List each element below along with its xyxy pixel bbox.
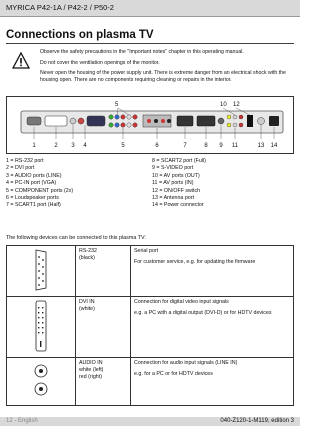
panel-label-6: 6 [155,143,159,149]
warning-icon [12,52,30,70]
document-code: 040-Z120-1-M119, edition 3 [220,418,294,424]
connections-table [6,245,294,406]
port-desc-cell [131,358,294,406]
legend-item: 11 = AV ports (IN) [152,180,194,187]
panel-label-1: 1 [32,143,36,149]
port-color: (black) [79,255,95,262]
svideo-connector [218,118,224,124]
header-title: MYRICA P42-1A / P42-2 / P50-2 [6,3,114,12]
legend-item: 8 = SCART2 port (Full) [152,158,206,164]
rs232-connector [27,117,41,125]
legend-item: 12 = ON/OFF switch [152,187,201,194]
port-name-cell [76,246,131,297]
table-row [7,358,294,406]
panel-label-9: 9 [219,143,223,149]
section-title: Connections on plasma TV [6,29,154,41]
dvi-connector [45,116,67,126]
vga-connector [87,116,105,126]
rs232-port-icon [34,248,48,292]
port-name: RS-232 [79,248,97,254]
audio-jack-icon [32,360,50,400]
power-connector [269,116,279,126]
port-desc: Connection for audio input signals (LINE IN) [134,360,238,366]
panel-label-5: 5 [121,143,125,149]
note-3: Never open the housing of the power supply unit. There is extreme danger from an electrical shock with the housing open. There are no components requiring cleaning or repairs in the interior. [40,70,286,83]
panel-label-4: 4 [83,143,87,149]
devices-intro: The following devices can be connected to this plasma TV: [6,235,146,241]
legend-item: 13 = Antenna port [152,195,194,202]
note-2: Do not cover the ventilation openings of the monitor. [40,59,160,66]
panel-label-7: 7 [183,143,187,149]
panel-label-2: 2 [54,143,58,149]
panel-label-top-10: 10 [220,102,227,108]
icon-cell [7,297,76,358]
panel-label-3: 3 [71,143,75,149]
panel-label-11: 11 [231,143,239,149]
note-1: Observe the safety precautions in the "Important notes" chapter in this operating manual. [40,49,244,55]
port-desc-cell [131,297,294,358]
icon-cell [7,358,76,406]
port-name-cell [76,297,131,358]
panel-label-top-5: 5 [115,102,119,108]
legend-item: 9 = S-VIDEO port [152,165,194,172]
panel-label-14: 14 [270,143,278,149]
port-desc: e.g. for a PC or for HDTV devices [134,371,213,378]
table-row [7,246,294,297]
legend-item: 1 = RS-232 port [6,158,44,164]
antenna-connector [258,118,265,125]
panel-drawing [7,97,293,153]
page-footer [0,417,300,426]
legend-item: 14 = Power connector [152,202,204,209]
port-desc: e.g. a PC with a digital output (DVI-D) or for HDTV devices [134,310,272,317]
port-color: red (right) [79,374,102,381]
scart2-connector [197,116,215,126]
title-rule [6,43,294,44]
audio-right-jack [78,118,84,124]
legend-item: 3 = AUDIO ports (LINE) [6,172,62,179]
legend-item: 2 = DVI port [6,165,35,172]
port-desc: For customer service, e.g. for updating the firmware [134,259,256,266]
port-desc-cell [131,246,294,297]
legend-item: 7 = SCART1 port (Half) [6,202,61,209]
connector-panel-illustration [6,96,294,154]
legend-item: 5 = COMPONENT ports (2x) [6,187,74,194]
legend-item: 10 = AV ports (OUT) [152,172,200,179]
power-switch [247,115,253,127]
port-color: (white) [79,306,95,313]
safety-notes [40,49,292,87]
icon-cell [7,246,76,297]
port-name: DVI IN [79,299,95,305]
port-name-cell [76,358,131,406]
scart1-connector [177,116,193,126]
panel-label-13: 13 [257,143,265,149]
port-color: white (left) [79,367,104,374]
panel-label-8: 8 [204,143,208,149]
port-legend [6,158,294,210]
legend-item: 4 = PC-IN port (VGA) [6,180,57,187]
port-name: AUDIO IN [79,360,103,366]
page-header [0,0,300,17]
audio-left-jack [70,118,76,124]
page-number: 12 - English [6,418,38,424]
dvi-port-icon [34,299,48,353]
port-desc: Connection for digital video input signals [134,299,229,305]
port-desc: Serial port [134,248,159,254]
legend-item: 6 = Loudspeaker ports [6,195,59,202]
table-row [7,297,294,358]
panel-label-top-12: 12 [233,102,240,108]
